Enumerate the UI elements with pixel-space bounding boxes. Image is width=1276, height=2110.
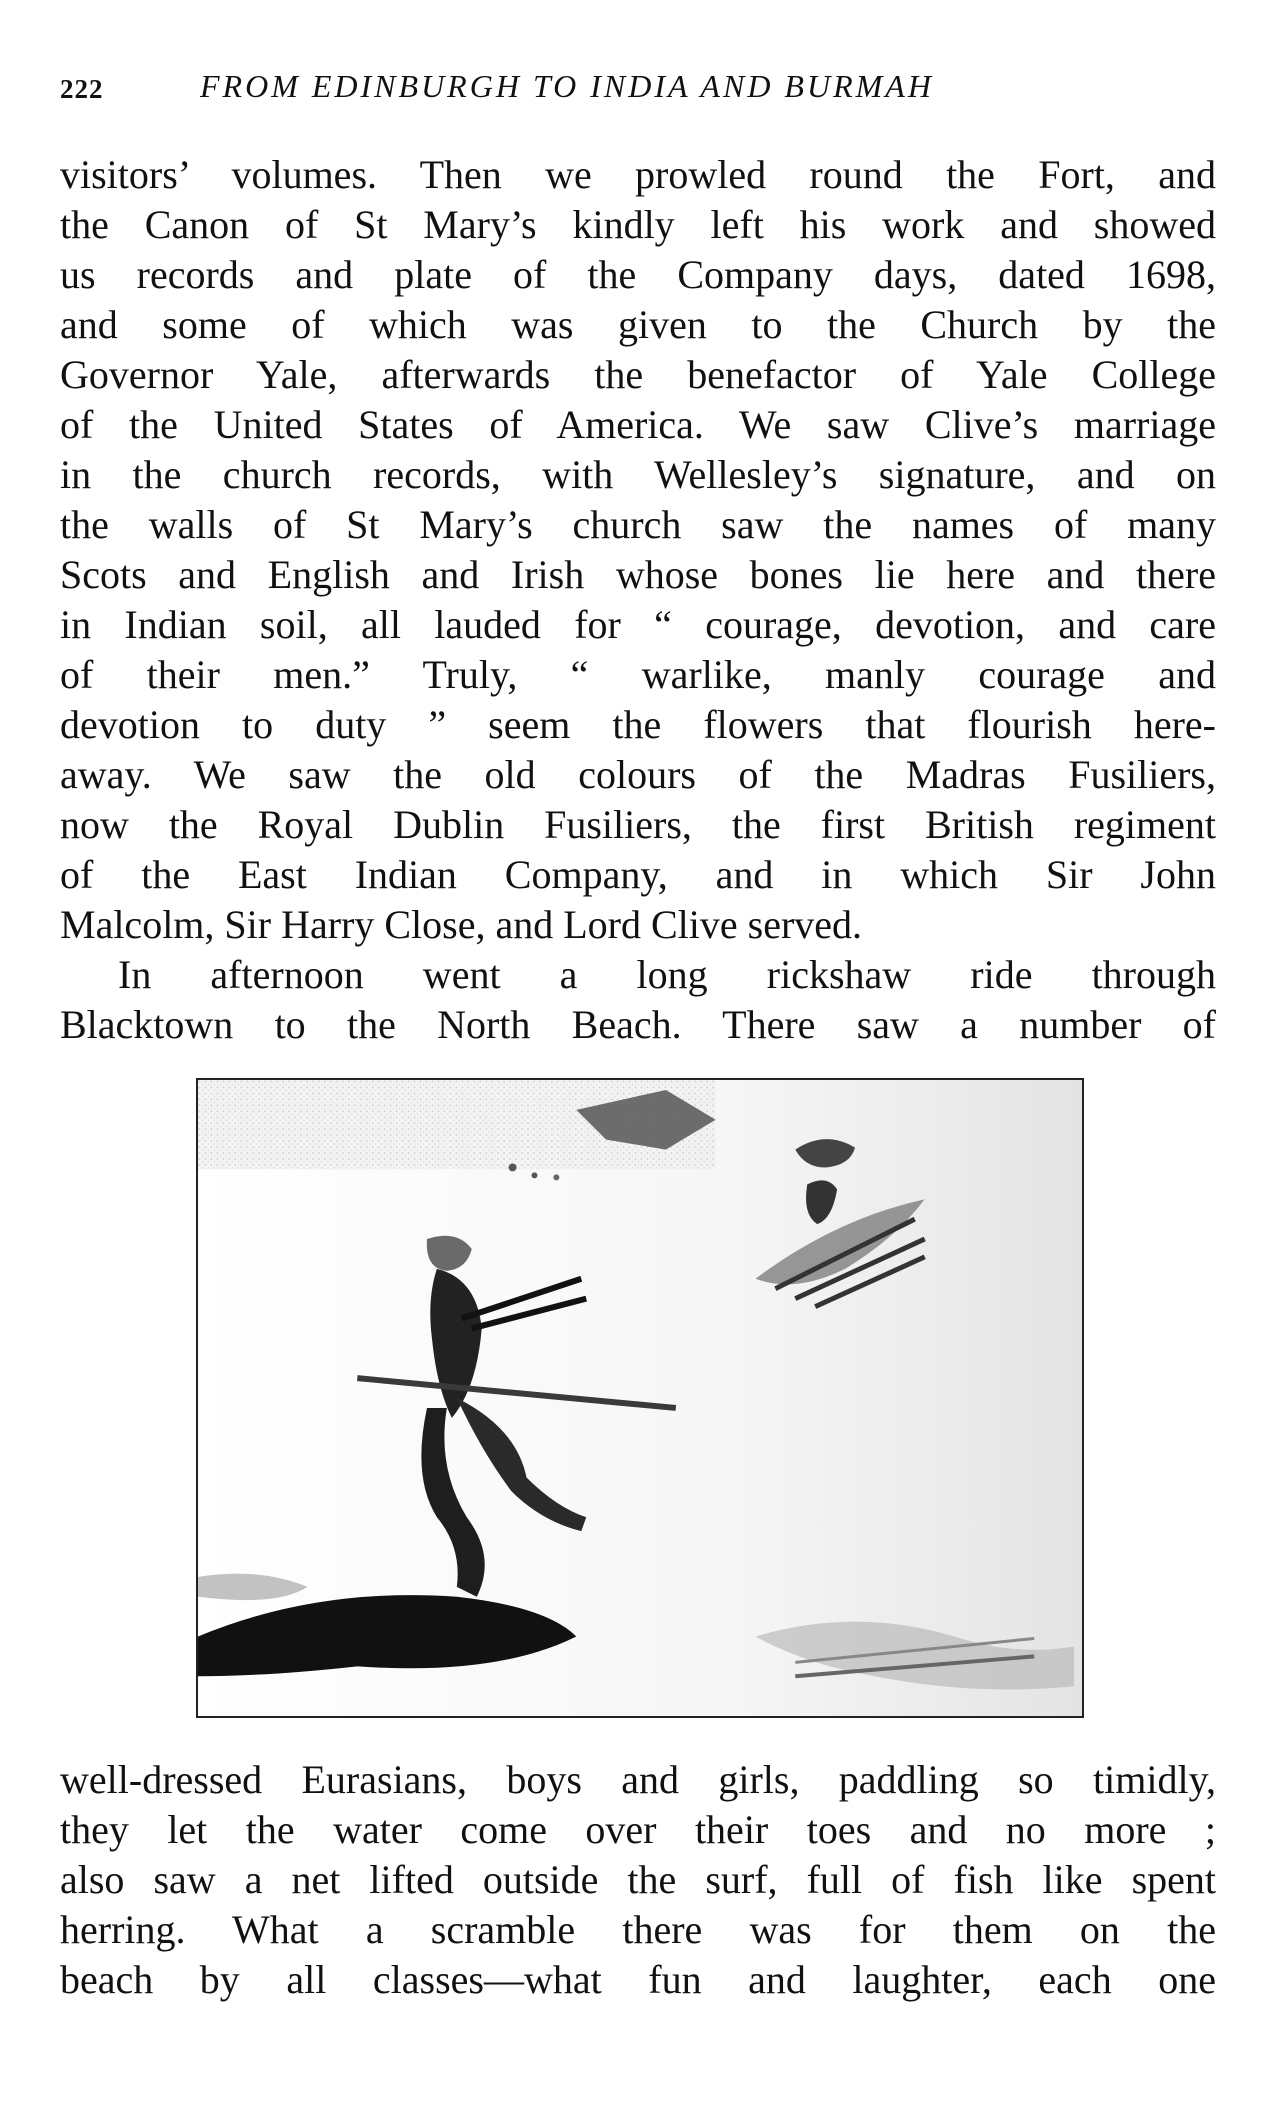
text-line: visitors’ volumes. Then we prowled round the Fort, and — [60, 152, 1216, 197]
text-line: devotion to duty ” seem the flowers that flourish here- — [60, 702, 1216, 747]
text-line: Malcolm, Sir Harry Close, and Lord Clive served. — [60, 902, 863, 947]
beach-photograph — [196, 1078, 1084, 1718]
text-line: us records and plate of the Company days, dated 1698, — [60, 252, 1216, 297]
text-line: in the church records, with Wellesley’s signature, and on — [60, 452, 1216, 497]
body-text-bottom — [60, 1755, 1216, 2005]
text-line: now the Royal Dublin Fusiliers, the first British regiment — [60, 802, 1216, 847]
text-line: of the East Indian Company, and in which Sir John — [60, 852, 1216, 897]
running-head: FROM EDINBURGH TO INDIA AND BURMAH — [200, 68, 934, 104]
text-line: also saw a net lifted outside the surf, full of fish like spent — [60, 1857, 1216, 1902]
text-line: of the United States of America. We saw Clive’s marriage — [60, 402, 1216, 447]
text-line: herring. What a scramble there was for them on the — [60, 1907, 1216, 1952]
text-line: Blacktown to the North Beach. There saw a number of — [60, 1002, 1216, 1047]
text-line: and some of which was given to the Church by the — [60, 302, 1216, 347]
text-line: In afternoon went a long rickshaw ride through — [118, 952, 1216, 997]
text-line: Scots and English and Irish whose bones lie here and there — [60, 552, 1216, 597]
page-header — [60, 68, 1210, 108]
text-line: they let the water come over their toes and no more ; — [60, 1807, 1216, 1852]
text-line: in Indian soil, all lauded for “ courage, devotion, and care — [60, 602, 1216, 647]
text-line: the walls of St Mary’s church saw the names of many — [60, 502, 1216, 547]
text-line: the Canon of St Mary’s kindly left his work and showed — [60, 202, 1216, 247]
text-line: away. We saw the old colours of the Madras Fusiliers, — [60, 752, 1216, 797]
text-line: beach by all classes—what fun and laughter, each one — [60, 1957, 1216, 2002]
body-text-top — [60, 150, 1216, 1050]
text-line: of their men.” Truly, “ warlike, manly courage and — [60, 652, 1216, 697]
page-number: 222 — [60, 74, 104, 104]
photo-illustration — [198, 1080, 1082, 1716]
text-line: Governor Yale, afterwards the benefactor of Yale College — [60, 352, 1216, 397]
text-line: well-dressed Eurasians, boys and girls, paddling so timidly, — [60, 1757, 1216, 1802]
